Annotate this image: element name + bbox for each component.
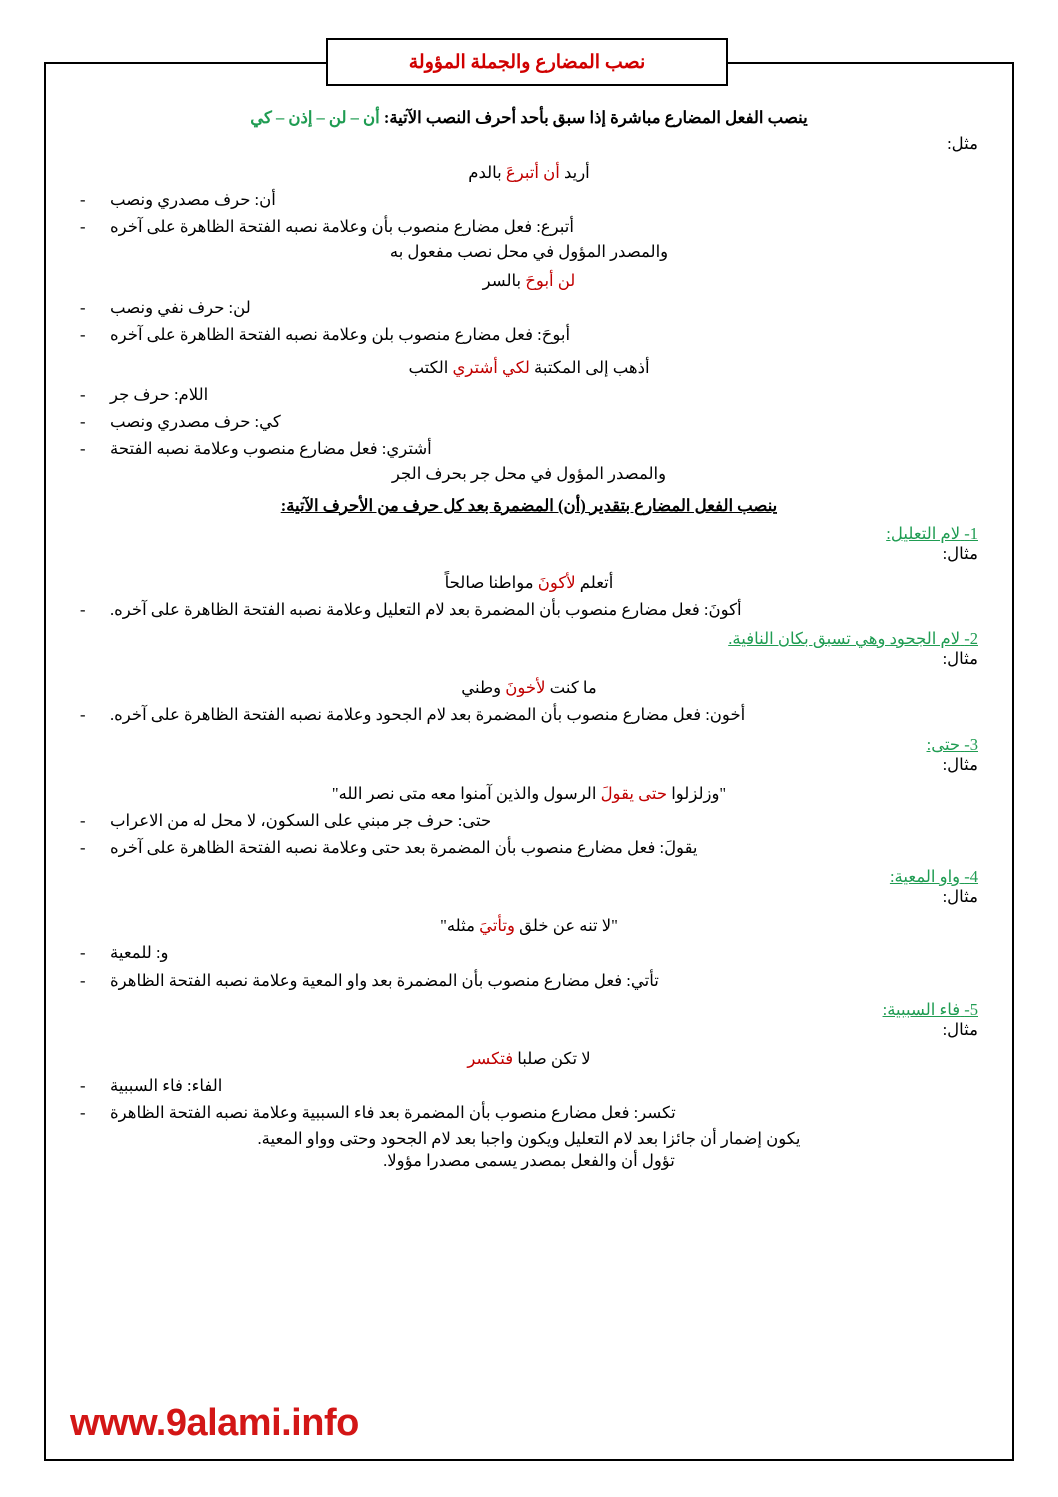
page-title: نصب المضارع والجملة المؤولة (408, 51, 646, 73)
bullet-dash: - (80, 217, 86, 237)
bullet-dash: - (80, 1103, 86, 1123)
example-n1 (80, 573, 978, 593)
numbered-label-1: لام التعليل: (886, 523, 961, 543)
bullet-dash: - (80, 599, 86, 619)
rule-intro-green: أن – لن – إذن – كي (250, 108, 380, 127)
example-1-highlight: أن أتبرعَ (505, 163, 560, 182)
bullet-dash: - (80, 439, 86, 459)
list-item (80, 409, 978, 435)
section-heading: ينصب الفعل المضارع بتقدير (أن) المضمرة بعد كل حرف من الأحرف الآتية: (280, 495, 778, 515)
watermark: www.9alami.info (70, 1402, 359, 1444)
numbered-label-3: حتى: (926, 734, 961, 754)
list-item (80, 835, 978, 861)
bullet-text: أشتري: فعل مضارع منصوب وعلامة نصبه الفتحة (110, 439, 432, 459)
example-3-suffix: الكتب (408, 357, 453, 377)
list-item (80, 214, 978, 240)
bullet-dash: - (80, 411, 86, 431)
label-mithal-3: مثال: (942, 754, 978, 774)
list-item (80, 968, 978, 994)
example-n3-highlight: حتى يقولَ (600, 783, 668, 803)
list-item (80, 1073, 978, 1099)
example-n4-highlight: وتأتيَ (479, 916, 516, 936)
example-n2-prefix: ما كنت (545, 678, 597, 698)
list-item (80, 940, 978, 966)
bullet-text: الفاء: فاء السببية (110, 1076, 223, 1096)
label-mithal-2: مثال: (942, 649, 978, 669)
numbered-label-5: فاء السببية: (882, 1000, 961, 1020)
bullet-text: أخون: فعل مضارع منصوب بأن المضمرة بعد لام الجحود وعلامة نصبه الفتحة الظاهرة على آخره. (110, 705, 746, 725)
example-n4 (80, 916, 978, 936)
bullet-dash: - (80, 837, 86, 857)
bullet-dash: - (80, 810, 86, 830)
bullet-dash: - (80, 297, 86, 317)
example-1-prefix: أريد (559, 163, 590, 182)
numbered-number-2: 2- (964, 629, 978, 649)
closing-line-1: يكون إضمار أن جائزا بعد لام التعليل ويكون واجبا بعد لام الجحود وحتى وواو المعية. (257, 1128, 801, 1148)
example-n5-prefix: لا تكن صلبا (513, 1049, 591, 1069)
example-n5 (80, 1049, 978, 1069)
bullet-text: كي: حرف مصدري ونصب (110, 411, 281, 431)
example-1 (80, 163, 978, 183)
example-n3 (80, 784, 978, 804)
example-2-suffix: بالسر (482, 270, 526, 290)
example-n2-highlight: لأخونَ (505, 678, 546, 698)
content-frame (44, 62, 1014, 1461)
numbered-heading-5 (80, 1000, 978, 1020)
content-inner (68, 84, 990, 1449)
list-item (80, 1100, 978, 1126)
example-n5-highlight: فتكسر (467, 1049, 514, 1069)
example-n3-suffix: الرسول والذين آمنوا معه متى نصر الله" (331, 783, 601, 803)
numbered-heading-1 (80, 524, 978, 544)
example-n1-prefix: أتعلم (575, 572, 614, 592)
label-mithal-4: مثال: (942, 887, 978, 907)
bullet-dash: - (80, 190, 86, 209)
example-2 (80, 271, 978, 291)
label-mithal-5: مثال: (942, 1020, 978, 1040)
example-n4-prefix: "لا تنه عن خلق (515, 916, 618, 936)
example-n2 (80, 678, 978, 698)
list-item (80, 322, 978, 348)
example-3 (80, 358, 978, 378)
bullet-dash: - (80, 325, 86, 345)
bullet-text: أبوحَ: فعل مضارع منصوب بلن وعلامة نصبه الفتحة الظاهرة على آخره (110, 325, 571, 345)
example-n3-prefix: "وزلزلوا (667, 783, 727, 803)
bullet-text: يقولَ: فعل مضارع منصوب بأن المضمرة بعد حتى وعلامة نصبه الفتحة الظاهرة على آخره (110, 837, 698, 857)
bullet-text: أتبرع: فعل مضارع منصوب بأن وعلامة نصبه الفتحة الظاهرة على آخره (110, 217, 574, 237)
example-n4-suffix: مثله" (440, 916, 480, 936)
example-1-suffix: بالدم (468, 163, 506, 182)
label-mithal-1: مثال: (942, 543, 978, 563)
bullet-dash: - (80, 943, 86, 963)
note-1: والمصدر المؤول في محل نصب مفعول به (389, 241, 669, 261)
list-item (80, 702, 978, 728)
list-item (80, 436, 978, 462)
list-item (80, 295, 978, 321)
closing-line-2: تؤول أن والفعل بمصدر يسمى مصدرا مؤولا. (383, 1150, 675, 1170)
example-3-prefix: أذهب إلى المكتبة (529, 357, 650, 377)
numbered-label-4: واو المعية: (889, 867, 961, 887)
example-n1-highlight: لأكونَ (537, 572, 576, 592)
example-3-highlight: لكي أشتري (452, 357, 530, 377)
list-item (80, 382, 978, 408)
rule-intro-black: ينصب الفعل المضارع مباشرة إذا سبق بأحد أحرف النصب الآتية: (383, 108, 808, 127)
bullet-text: أكونَ: فعل مضارع منصوب بأن المضمرة بعد لام التعليل وعلامة نصبه الفتحة الظاهرة على آخره. (110, 599, 742, 619)
bullet-text: و: للمعية (110, 943, 169, 963)
bullet-text: أن: حرف مصدري ونصب (110, 190, 276, 209)
bullet-text: اللام: حرف جر (110, 384, 209, 404)
bullet-text: لن: حرف نفي ونصب (110, 297, 251, 317)
numbered-number-1: 1- (964, 523, 978, 543)
label-mithal-short: مثل: (947, 134, 978, 153)
numbered-number-3: 3- (964, 734, 978, 754)
numbered-number-5: 5- (964, 1000, 978, 1020)
numbered-heading-3 (80, 735, 978, 755)
list-item (80, 808, 978, 834)
list-item (80, 187, 978, 213)
numbered-heading-4 (80, 867, 978, 887)
bullet-text: تكسر: فعل مضارع منصوب بأن المضمرة بعد فاء السببية وعلامة نصبه الفتحة الظاهرة (110, 1103, 676, 1123)
bullet-dash: - (80, 705, 86, 725)
numbered-label-2: لام الجحود وهي تسبق بكان النافية. (728, 629, 961, 649)
note-3: والمصدر المؤول في محل جر بحرف الجر (391, 463, 667, 483)
bullet-dash: - (80, 384, 86, 404)
example-n1-suffix: مواطنا صالحاً (444, 572, 538, 592)
numbered-number-4: 4- (964, 867, 978, 887)
bullet-text: حتى: حرف جر مبني على السكون، لا محل له من الاعراب (110, 810, 492, 830)
bullet-dash: - (80, 970, 86, 990)
numbered-heading-2 (80, 629, 978, 649)
list-item (80, 597, 978, 623)
example-2-highlight: لن أبوحَ (525, 270, 576, 290)
document-title-box (326, 38, 728, 86)
bullet-dash: - (80, 1076, 86, 1096)
rule-intro (80, 108, 978, 128)
example-n2-suffix: وطني (461, 678, 506, 698)
bullet-text: تأتي: فعل مضارع منصوب بأن المضمرة بعد واو المعية وعلامة نصبه الفتحة الظاهرة (110, 970, 659, 990)
